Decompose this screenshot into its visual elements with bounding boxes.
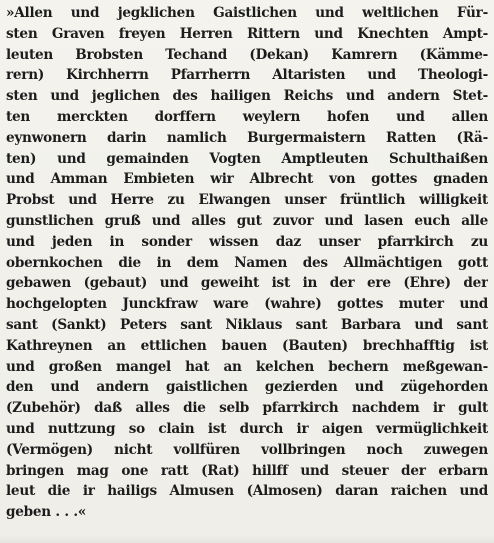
text-line: Probst und Herre zu Elwangen unser früntlich willigkeit — [6, 192, 488, 209]
text-line: ten) und gemainden Vogten Amptleuten Schulthaißen — [6, 150, 488, 167]
text-line: leuten Brobsten Techand (Dekan) Kamrern (Kämme- — [6, 46, 488, 63]
text-line: (Vermögen) nicht vollfüren vollbringen noch zuwegen — [6, 441, 488, 458]
text-line: eynwonern darin namlich Burgermaistern Ratten (Rä- — [6, 129, 488, 146]
text-line: und großen mangel hat an kelchen bechern meßgewan- — [6, 358, 488, 375]
text-line: hochgelopten Junckfraw ware (wahre) gottes muter und — [6, 296, 488, 313]
text-line: ten merckten dorffern weylern hofen und allen — [6, 108, 488, 125]
text-line: den und andern gaistlichen gezierden und zügehorden — [6, 379, 488, 396]
text-line: »Allen und jegklichen Gaistlichen und weltlichen Für- — [6, 5, 488, 21]
page-bottom-edge — [0, 535, 494, 543]
text-line: bringen mag one ratt (Rat) hillff und steuer der erbarn — [6, 462, 488, 479]
text-line: und Amman Embieten wir Albrecht von gottes gnaden — [6, 171, 488, 188]
text-line: gebawen (gebaut) und geweiht ist in der ere (Ehre) der — [6, 275, 488, 292]
text-line: sant (Sankt) Peters sant Niklaus sant Barbara und sant — [6, 316, 488, 333]
text-line: rern) Kirchherrn Pfarrherrn Altaristen und Theologi- — [6, 67, 488, 84]
text-line: geben . . .« — [6, 504, 87, 521]
text-line: sten und jeglichen des hailigen Reichs und andern Stet- — [6, 88, 488, 105]
text-line: und nuttzung so clain ist durch ir aigen vermüglichkeit — [6, 420, 488, 437]
document-text — [6, 3, 488, 523]
text-line: obernkochen die in dem Namen des Allmächtigen gott — [6, 254, 488, 271]
text-line: sten Graven freyen Herren Rittern und Knechten Ampt- — [6, 25, 488, 42]
text-line: und jeden in sonder wissen daz unser pfarrkirch zu — [6, 233, 488, 250]
text-line: (Zubehör) daß alles die selb pfarrkirch nachdem ir gult — [6, 400, 488, 417]
text-line: gunstlichen gruß und alles gut zuvor und lasen euch alle — [6, 212, 488, 229]
text-line: Kathreynen an ettlichen bauen (Bauten) brechhafftig ist — [6, 337, 488, 354]
text-line: leut die ir hailigs Almusen (Almosen) daran raichen und — [6, 483, 488, 500]
